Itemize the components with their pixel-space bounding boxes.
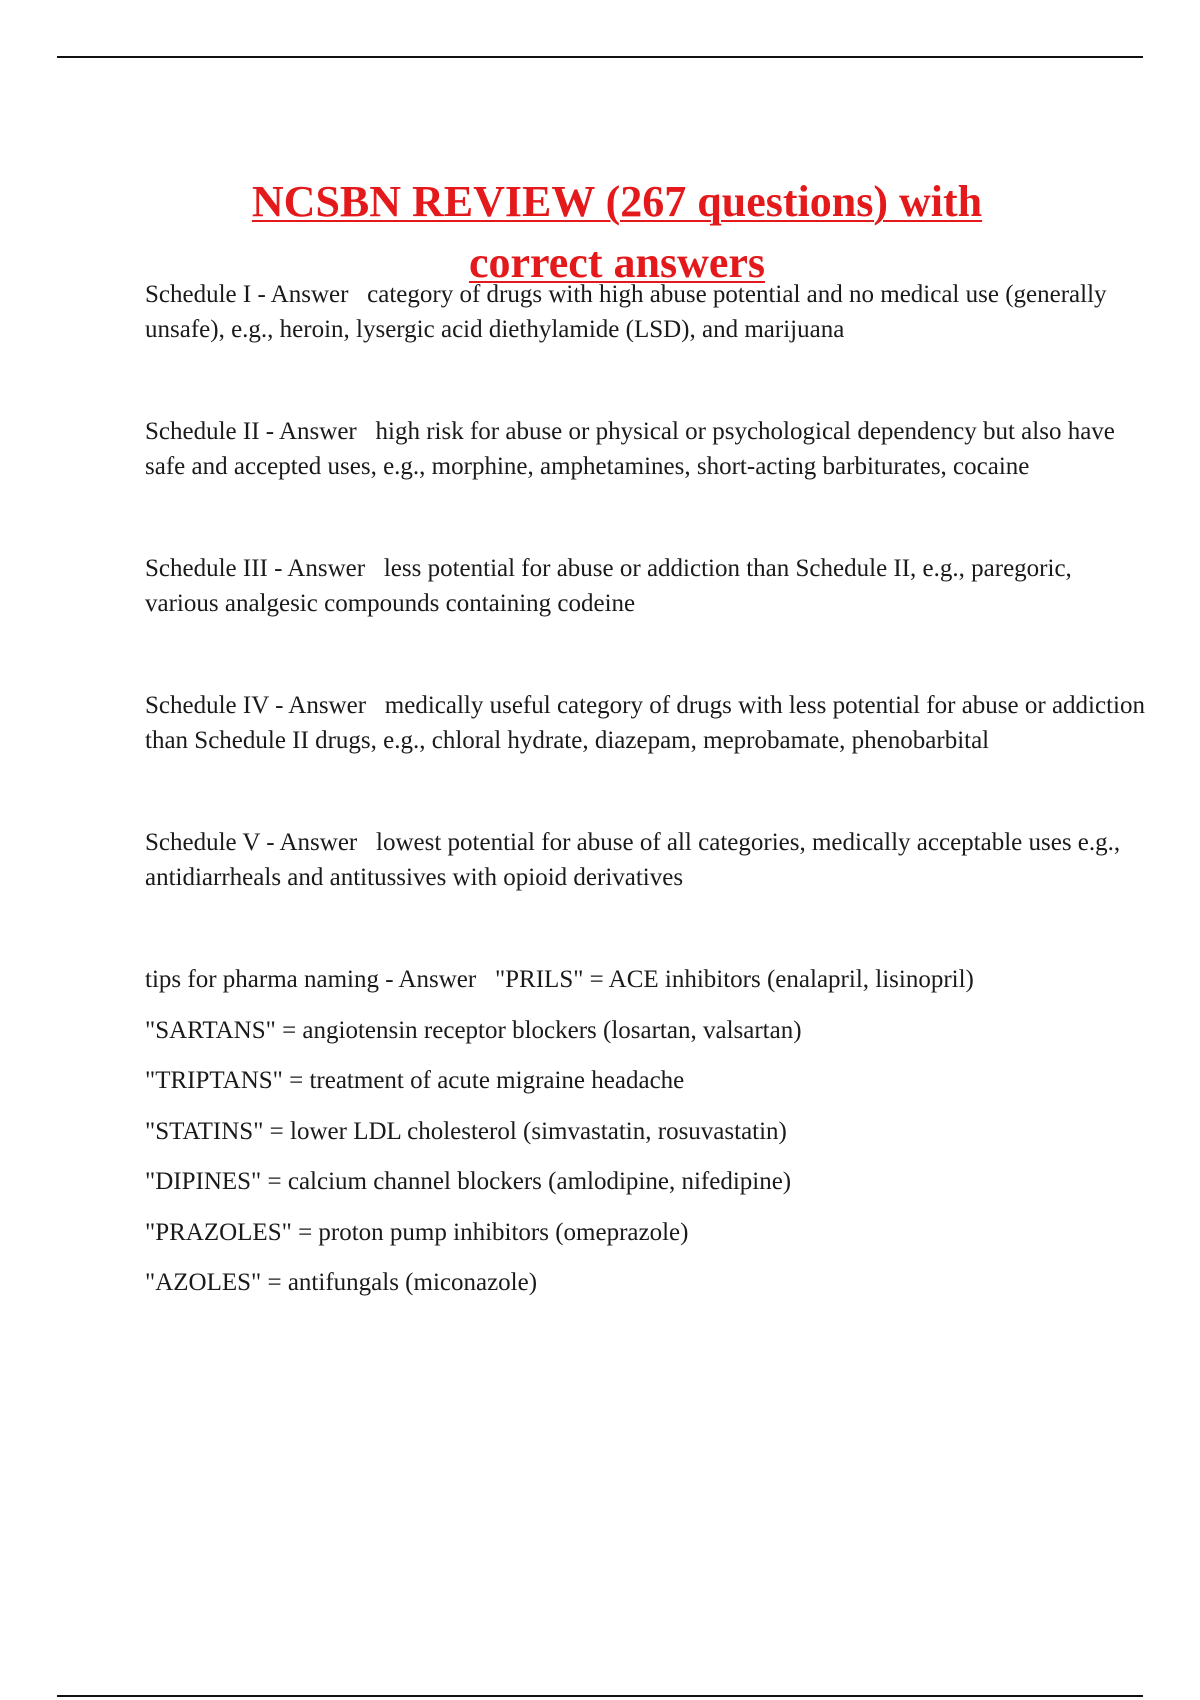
title-line-2: correct answers <box>468 238 766 288</box>
qa-item-schedule-1 <box>145 278 1145 347</box>
tip-line: "PRILS" = ACE inhibitors (enalapril, lisinopril) <box>494 966 974 993</box>
qa-question: Schedule II - Answer <box>145 418 357 445</box>
qa-answer: medically useful category of drugs with less potential for abuse or addiction than Schedule II drugs, e.g., chloral hydrate, diazepam, meprobamate, phenobarbital <box>145 692 1145 754</box>
tip-line: "AZOLES" = antifungals (miconazole) <box>145 1269 538 1296</box>
document-body <box>145 278 1145 1317</box>
qa-item-schedule-5 <box>145 826 1145 895</box>
qa-item-pharma-naming-tips <box>145 963 1145 1301</box>
tips-first-line <box>145 963 1145 998</box>
tip-line: "TRIPTANS" = treatment of acute migraine headache <box>145 1067 685 1094</box>
qa-answer: category of drugs with high abuse potential and no medical use (generally unsafe), e.g., heroin, lysergic acid diethylamide (LSD), and marijuana <box>145 281 1107 343</box>
qa-answer: lowest potential for abuse of all categories, medically acceptable uses e.g., antidiarrheals and antitussives with opioid derivatives <box>145 829 1121 891</box>
tip-line: "DIPINES" = calcium channel blockers (amlodipine, nifedipine) <box>145 1168 792 1195</box>
qa-item-schedule-4 <box>145 689 1145 758</box>
qa-question: tips for pharma naming - Answer <box>145 966 477 993</box>
tip-line: "STATINS" = lower LDL cholesterol (simvastatin, rosuvastatin) <box>145 1117 787 1145</box>
qa-question: Schedule III - Answer <box>145 555 366 582</box>
tip-line: "SARTANS" = angiotensin receptor blockers (losartan, valsartan) <box>145 1016 802 1044</box>
qa-answer: high risk for abuse or physical or psychological dependency but also have safe and accepted uses, e.g., morphine, amphetamines, short-acting barbiturates, cocaine <box>145 418 1115 480</box>
page-title <box>120 171 1114 293</box>
footer-rule <box>57 1695 1143 1697</box>
tip-line: "PRAZOLES" = proton pump inhibitors (omeprazole) <box>145 1218 689 1246</box>
qa-question: Schedule IV - Answer <box>145 692 367 719</box>
qa-item-schedule-2 <box>145 415 1145 484</box>
qa-question: Schedule I - Answer <box>145 281 349 308</box>
header-rule <box>57 56 1143 58</box>
qa-answer: less potential for abuse or addiction than Schedule II, e.g., paregoric, various analgesic compounds containing codeine <box>145 555 1072 617</box>
qa-question: Schedule V - Answer <box>145 829 358 856</box>
title-line-1: NCSBN REVIEW (267 questions) with <box>251 177 983 227</box>
qa-item-schedule-3 <box>145 552 1145 621</box>
